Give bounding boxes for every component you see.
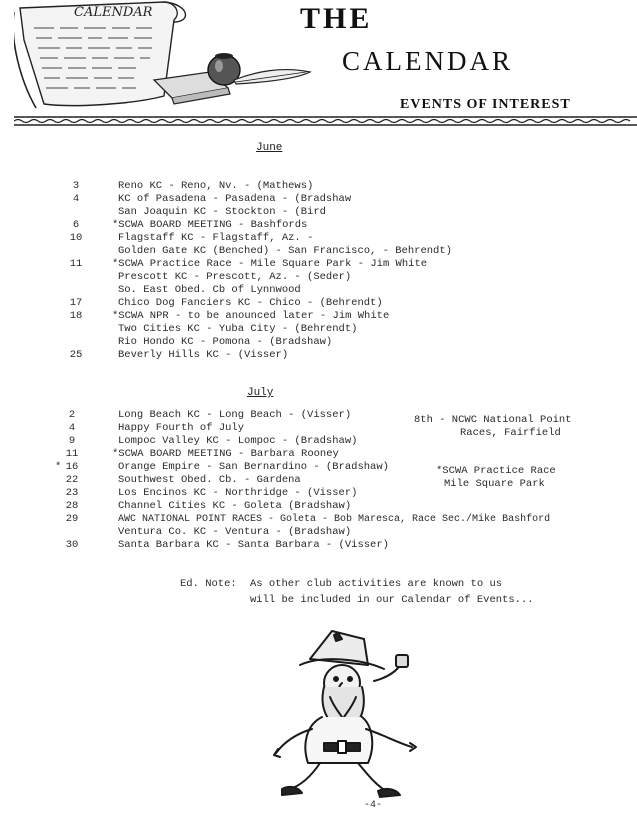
event-day: 18 xyxy=(69,310,83,322)
header-divider-rule xyxy=(14,114,637,128)
event-day: 25 xyxy=(69,349,83,361)
event-row xyxy=(0,180,637,193)
event-day: 16 xyxy=(65,461,79,473)
event-text: So. East Obed. Cb of Lynnwood xyxy=(118,284,301,296)
event-row xyxy=(0,323,637,336)
event-text: Beverly Hills KC - (Visser) xyxy=(118,349,289,361)
ed-note-label: Ed. Note: xyxy=(180,578,237,590)
event-text: KC of Pasadena - Pasadena - (Bradshaw xyxy=(118,193,352,205)
ed-note-line1: As other club activities are known to us xyxy=(250,578,503,590)
event-text: Two Cities KC - Yuba City - (Behrendt) xyxy=(118,323,358,335)
event-day: 30 xyxy=(65,539,79,551)
event-text: AWC NATIONAL POINT RACES - Goleta - Bob Maresca, Race Sec./Mike Bashford xyxy=(118,514,551,525)
section-heading-june: June xyxy=(256,142,283,154)
event-text: Channel Cities KC - Goleta (Bradshaw) xyxy=(118,500,352,512)
event-row xyxy=(0,206,637,219)
event-text: Los Encinos KC - Northridge - (Visser) xyxy=(118,487,358,499)
event-day: 3 xyxy=(72,180,80,192)
masthead-title-the: THE xyxy=(300,2,373,35)
event-row xyxy=(0,193,637,206)
page-number: -4- xyxy=(364,800,383,811)
event-text: Chico Dog Fanciers KC - Chico - (Behrendt) xyxy=(118,297,383,309)
event-row xyxy=(0,513,637,526)
event-mark: * xyxy=(55,461,62,473)
event-day: 22 xyxy=(65,474,79,486)
event-text: Rio Hondo KC - Pomona - (Bradshaw) xyxy=(118,336,333,348)
event-row xyxy=(0,271,637,284)
event-text: Flagstaff KC - Flagstaff, Az. - xyxy=(118,232,314,244)
event-row xyxy=(0,448,637,461)
ncwc-note-line2: Races, Fairfield xyxy=(460,427,561,439)
event-text: Reno KC - Reno, Nv. - (Mathews) xyxy=(118,180,314,192)
event-day: 28 xyxy=(65,500,79,512)
ed-note-line2: will be included in our Calendar of Events... xyxy=(250,594,534,606)
event-day: 11 xyxy=(69,258,83,270)
event-row xyxy=(0,310,637,323)
event-row xyxy=(0,232,637,245)
event-text: Orange Empire - San Bernardino - (Bradshaw) xyxy=(118,461,389,473)
event-day: 9 xyxy=(68,435,76,447)
event-day: 29 xyxy=(65,513,79,525)
event-row xyxy=(0,245,637,258)
scwa-note-line2: Mile Square Park xyxy=(444,478,545,490)
event-day: 23 xyxy=(65,487,79,499)
event-text: *SCWA BOARD MEETING - Barbara Rooney xyxy=(112,448,339,460)
event-day: 2 xyxy=(68,409,76,421)
calendar-scroll-illustration xyxy=(14,0,314,112)
event-text: Golden Gate KC (Benched) - San Francisco, - Behrendt) xyxy=(118,245,452,257)
scwa-note-line1: *SCWA Practice Race xyxy=(436,465,556,477)
event-day: 4 xyxy=(72,193,80,205)
event-text: Long Beach KC - Long Beach - (Visser) xyxy=(118,409,352,421)
event-text: *SCWA Practice Race - Mile Square Park - Jim White xyxy=(112,258,428,270)
event-row xyxy=(0,219,637,232)
event-row xyxy=(0,258,637,271)
event-row xyxy=(0,349,637,362)
event-text: Santa Barbara KC - Santa Barbara - (Visser) xyxy=(118,539,389,551)
event-text: San Joaquin KC - Stockton - (Bird xyxy=(118,206,326,218)
event-row xyxy=(0,539,637,552)
event-text: Ventura Co. KC - Ventura - (Bradshaw) xyxy=(118,526,352,538)
event-text: Happy Fourth of July xyxy=(118,422,245,434)
event-text: Lompoc Valley KC - Lompoc - (Bradshaw) xyxy=(118,435,358,447)
event-day: 10 xyxy=(69,232,83,244)
event-day: 17 xyxy=(69,297,83,309)
event-row xyxy=(0,526,637,539)
leprechaun-illustration xyxy=(272,625,422,803)
event-row xyxy=(0,500,637,513)
event-text: Prescott KC - Prescott, Az. - (Seder) xyxy=(118,271,352,283)
masthead-subtitle: EVENTS OF INTEREST xyxy=(400,97,571,112)
event-text: *SCWA BOARD MEETING - Bashfords xyxy=(112,219,308,231)
event-text: Southwest Obed. Cb. - Gardena xyxy=(118,474,301,486)
event-row xyxy=(0,284,637,297)
event-row xyxy=(0,336,637,349)
event-day: 11 xyxy=(65,448,79,460)
masthead-title-calendar: CALENDAR xyxy=(342,46,513,76)
event-text: *SCWA NPR - to be anounced later - Jim White xyxy=(112,310,390,322)
event-day: 4 xyxy=(68,422,76,434)
ncwc-note-line1: 8th - NCWC National Point xyxy=(414,414,572,426)
event-day: 6 xyxy=(72,219,80,231)
section-heading-july: July xyxy=(247,387,274,399)
scroll-heading: CALENDAR xyxy=(74,5,153,20)
event-row xyxy=(0,297,637,310)
